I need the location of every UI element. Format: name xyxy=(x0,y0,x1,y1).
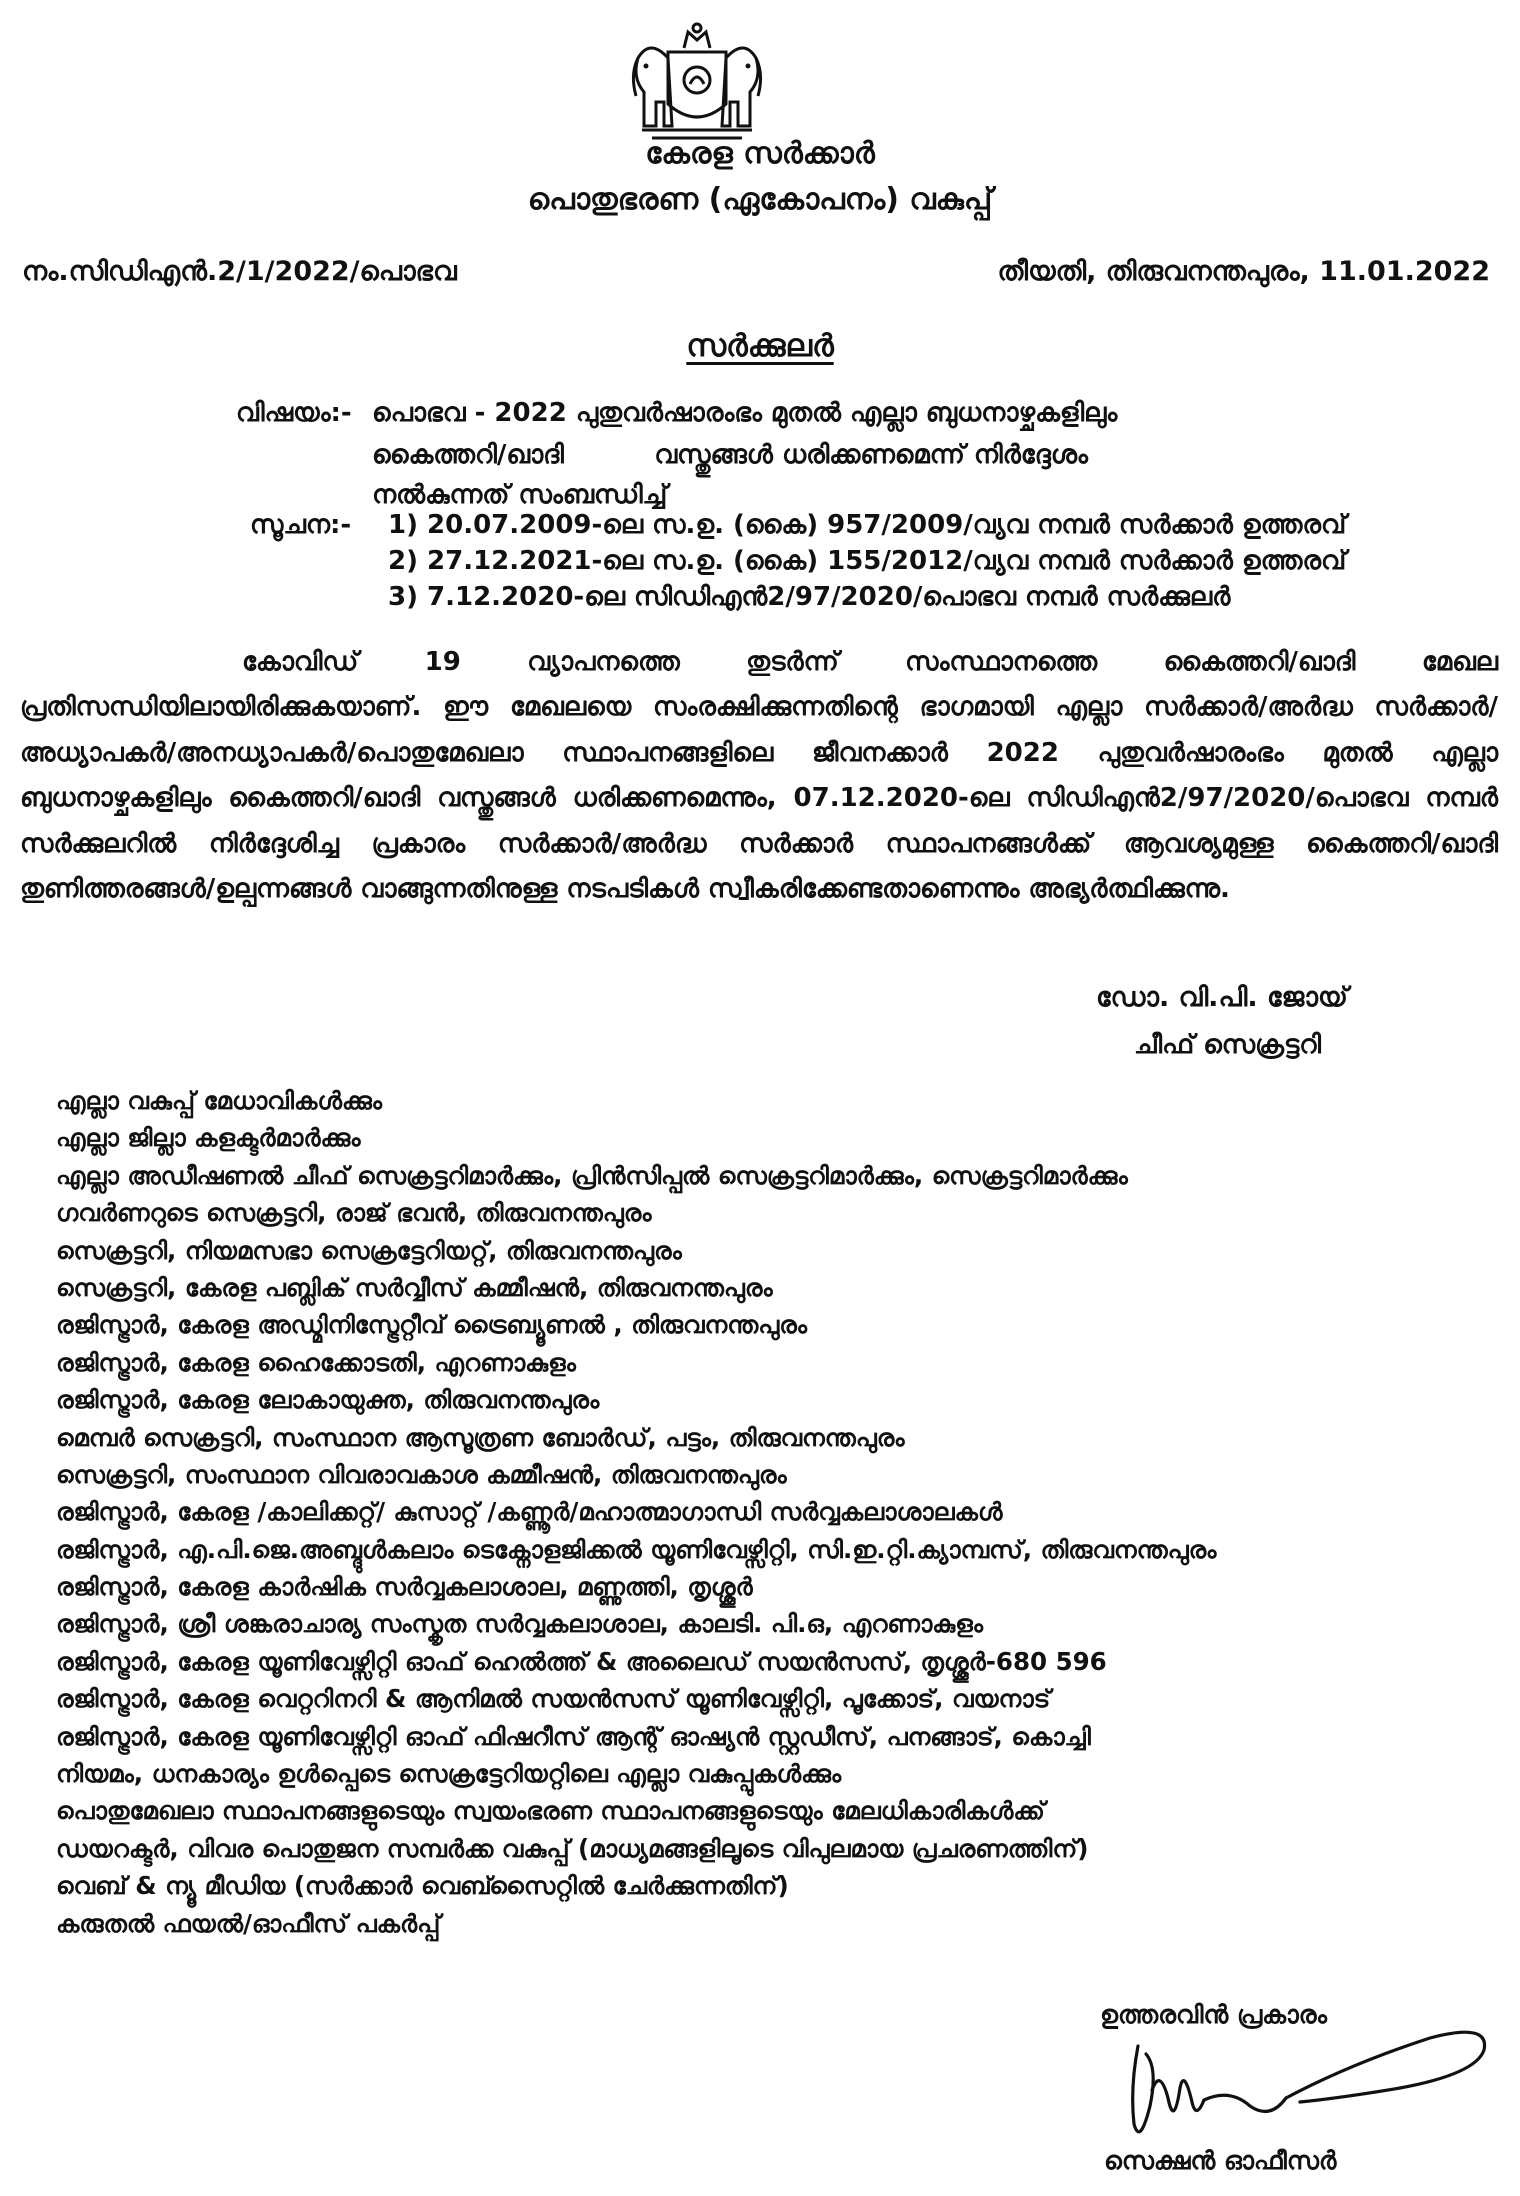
references-label: സൂചന:- xyxy=(250,510,352,540)
signatory-designation: ചീഫ് സെക്രട്ടറി xyxy=(1134,1030,1322,1060)
recipient-item: എല്ലാ അഡീഷണൽ ചീഫ് സെക്രട്ടറിമാർക്കും, പ്രിൻസിപ്പൽ സെക്രട്ടറിമാർക്കും, സെക്രട്ടറിമാർക്കും xyxy=(56,1160,1128,1190)
subject-line-3: നൽകുന്നത് സംബന്ധിച്ച് xyxy=(372,480,668,510)
reference-item-2: 2) 27.12.2021-ലെ സ.ഉ. (കൈ) 155/2012/വ്യവ നമ്പർ സർക്കാർ ഉത്തരവ് xyxy=(388,546,1347,576)
recipient-item: നിയമം, ധനകാര്യം ഉൾപ്പെടെ സെക്രട്ടേറിയറ്റിലെ എല്ലാ വകുപ്പുകൾക്കും xyxy=(56,1759,842,1789)
recipient-item: രജിസ്ട്രാർ, കേരള യൂണിവേഴ്സിറ്റി ഓഫ് ഹെൽത്ത് & അലൈഡ് സയൻസസ്, തൃശ്ശൂർ-680 596 xyxy=(56,1646,1107,1676)
subject-label: വിഷയം:- xyxy=(236,398,352,428)
kerala-state-emblem-icon xyxy=(628,18,766,152)
section-officer: സെക്ഷൻ ഓഫീസർ xyxy=(1104,2146,1337,2175)
recipient-item: രജിസ്ട്രാർ, ശ്രീ ശങ്കരാചാര്യ സംസ്കൃത സർവ്വകലാശാല, കാലടി. പി.ഒ, എറണാകുളം xyxy=(56,1609,984,1639)
page-title xyxy=(0,328,1520,365)
recipient-item: വെബ് & ന്യൂ മീഡിയ (സർക്കാർ വെബ്സൈറ്റിൽ ചേർക്കുന്നതിന്) xyxy=(56,1871,789,1901)
circular-heading: സർക്കുലർ xyxy=(686,328,834,364)
recipient-item: രജിസ്ട്രാർ, കേരള ഹൈക്കോടതി, എറണാകുളം xyxy=(56,1347,576,1377)
recipients-list xyxy=(56,1082,1216,1942)
recipient-item: രജിസ്ട്രാർ, കേരള ലോകായുക്ത, തിരുവനന്തപുരം xyxy=(56,1385,600,1415)
recipient-item: എല്ലാ ജില്ലാ കളക്ടർമാർക്കും xyxy=(56,1123,361,1153)
recipient-item: സെക്രട്ടറി, സംസ്ഥാന വിവരാവകാശ കമ്മീഷൻ, തിരുവനന്തപുരം xyxy=(56,1459,787,1489)
reference-item-3: 3) 7.12.2020-ലെ സിഡിഎൻ2/97/2020/പൊഭവ നമ്പർ സർക്കുലർ xyxy=(388,582,1231,612)
government-name: കേരള സർക്കാർ xyxy=(645,136,875,171)
recipient-item: പൊതുമേഖലാ സ്ഥാപനങ്ങളുടെയും സ്വയംഭരണ സ്ഥാപനങ്ങളുടെയും മേലധികാരികൾക്ക് xyxy=(56,1796,1045,1826)
recipient-item: രജിസ്ട്രാർ, എ.പി.ജെ.അബ്ദുൾകലാം ടെക്നോളജിക്കൽ യൂണിവേഴ്സിറ്റി, സി.ഇ.റ്റി.ക്യാമ്പസ്, തിരുവനന്തപുരം xyxy=(56,1534,1217,1564)
by-order-text: ഉത്തരവിൻ പ്രകാരം xyxy=(1100,2000,1328,2029)
circular-body-paragraph: കോവിഡ് 19 വ്യാപനത്തെ തുടർന്ന് സംസ്ഥാനത്തെ കൈത്തറി/ഖാദി മേഖല പ്രതിസന്ധിയിലായിരിക്കുകയാണ്. ഈ മേഖലയെ സംരക്ഷിക്കുന്നതിന്റെ ഭാഗമായി എല്ലാ സർക്കാർ/അർദ്ധ സർക്കാർ/അധ്യാപകർ/അനധ്യാപകർ/പൊതുമേഖലാ സ്ഥാപനങ്ങളിലെ ജീവനക്കാർ 2022 പുതുവർഷാരംഭം മുതൽ എല്ലാ ബുധനാഴ്ചകളിലും കൈത്തറി/ഖാദി വസ്തുങ്ങൾ ധരിക്കണമെന്നും, 07.12.2020-ലെ സിഡിഎൻ2/97/2020/പൊഭവ നമ്പർ സർക്കുലറിൽ നിർദ്ദേശിച്ച പ്രകാരം സർക്കാർ/അർദ്ധ സർക്കാർ സ്ഥാപനങ്ങൾക്ക് ആവശ്യമുള്ള കൈത്തറി/ഖാദി തുണിത്തരങ്ങൾ/ഉല്പന്നങ്ങൾ വാങ്ങുന്നതിനുള്ള നടപടികൾ സ്വീകരിക്കേണ്ടതാണെന്നും അഭ്യർത്ഥിക്കുന്നു. xyxy=(20,647,1498,905)
recipient-item: സെക്രട്ടറി, നിയമസഭാ സെക്രട്ടേറിയറ്റ്, തിരുവനന്തപുരം xyxy=(56,1235,682,1265)
subject-line-2: കൈത്തറി/ഖാദി വസ്തുങ്ങൾ ധരിക്കണമെന്ന് നിർദ്ദേശം xyxy=(372,440,1088,470)
signatory-name: ഡോ. വി.പി. ജോയ് xyxy=(1096,982,1348,1013)
recipient-item: ഡയറക്ടർ, വിവര പൊതുജന സമ്പർക്ക വകുപ്പ് (മാധ്യമങ്ങളിലൂടെ വിപുലമായ പ്രചരണത്തിന്) xyxy=(56,1833,1089,1863)
recipient-item: മെമ്പർ സെക്രട്ടറി, സംസ്ഥാന ആസൂത്രണ ബോർഡ്, പട്ടം, തിരുവനന്തപുരം xyxy=(56,1422,905,1452)
subject-line-1: പൊഭവ - 2022 പുതുവർഷാരംഭം മുതൽ എല്ലാ ബുധനാഴ്ചകളിലും xyxy=(372,398,1118,428)
recipient-item: രജിസ്ട്രാർ, കേരള യൂണിവേഴ്സിറ്റി ഓഫ് ഫിഷറീസ് ആന്റ് ഓഷ്യൻ സ്റ്റഡീസ്, പനങ്ങാട്, കൊച്ചി xyxy=(56,1721,1091,1751)
reference-item-1: 1) 20.07.2009-ലെ സ.ഉ. (കൈ) 957/2009/വ്യവ നമ്പർ സർക്കാർ ഉത്തരവ് xyxy=(388,510,1347,540)
recipient-item: കരുതൽ ഫയൽ/ഓഫീസ് പകർപ്പ് xyxy=(56,1908,441,1938)
recipient-item: ഗവർണറുടെ സെക്രട്ടറി, രാജ് ഭവൻ, തിരുവനന്തപുരം xyxy=(56,1198,652,1228)
recipient-item: സെക്രട്ടറി, കേരള പബ്ലിക് സർവ്വീസ് കമ്മീഷൻ, തിരുവനന്തപുരം xyxy=(56,1272,773,1302)
recipient-item: രജിസ്ട്രാർ, കേരള കാർഷിക സർവ്വകലാശാല, മണ്ണുത്തി, തൃശ്ശൂർ xyxy=(56,1572,753,1602)
recipient-item: രജിസ്ട്രാർ, കേരള അഡ്മിനിസ്ട്രേറ്റീവ് ട്രൈബ്യൂണൽ , തിരുവനന്തപുരം xyxy=(56,1310,808,1340)
reference-number: നം.സിഡിഎൻ.2/1/2022/പൊഭവ xyxy=(22,256,457,287)
date-line: തീയതി, തിരുവനന്തപുരം, 11.01.2022 xyxy=(997,256,1490,287)
recipient-item: എല്ലാ വകുപ്പ് മേധാവികൾക്കും xyxy=(56,1086,383,1115)
recipient-item: രജിസ്ട്രാർ, കേരള വെറ്ററിനറി & ആനിമൽ സയൻസസ് യൂണിവേഴ്സിറ്റി, പൂക്കോട്, വയനാട് xyxy=(56,1684,1051,1714)
recipient-item: രജിസ്ട്രാർ, കേരള /കാലിക്കറ്റ്/ കുസാറ്റ് /കണ്ണൂർ/മഹാത്മാഗാന്ധി സർവ്വകലാശാലകൾ xyxy=(56,1497,1003,1527)
department-name: പൊതുഭരണ (ഏകോപനം) വകുപ്പ് xyxy=(527,182,993,217)
